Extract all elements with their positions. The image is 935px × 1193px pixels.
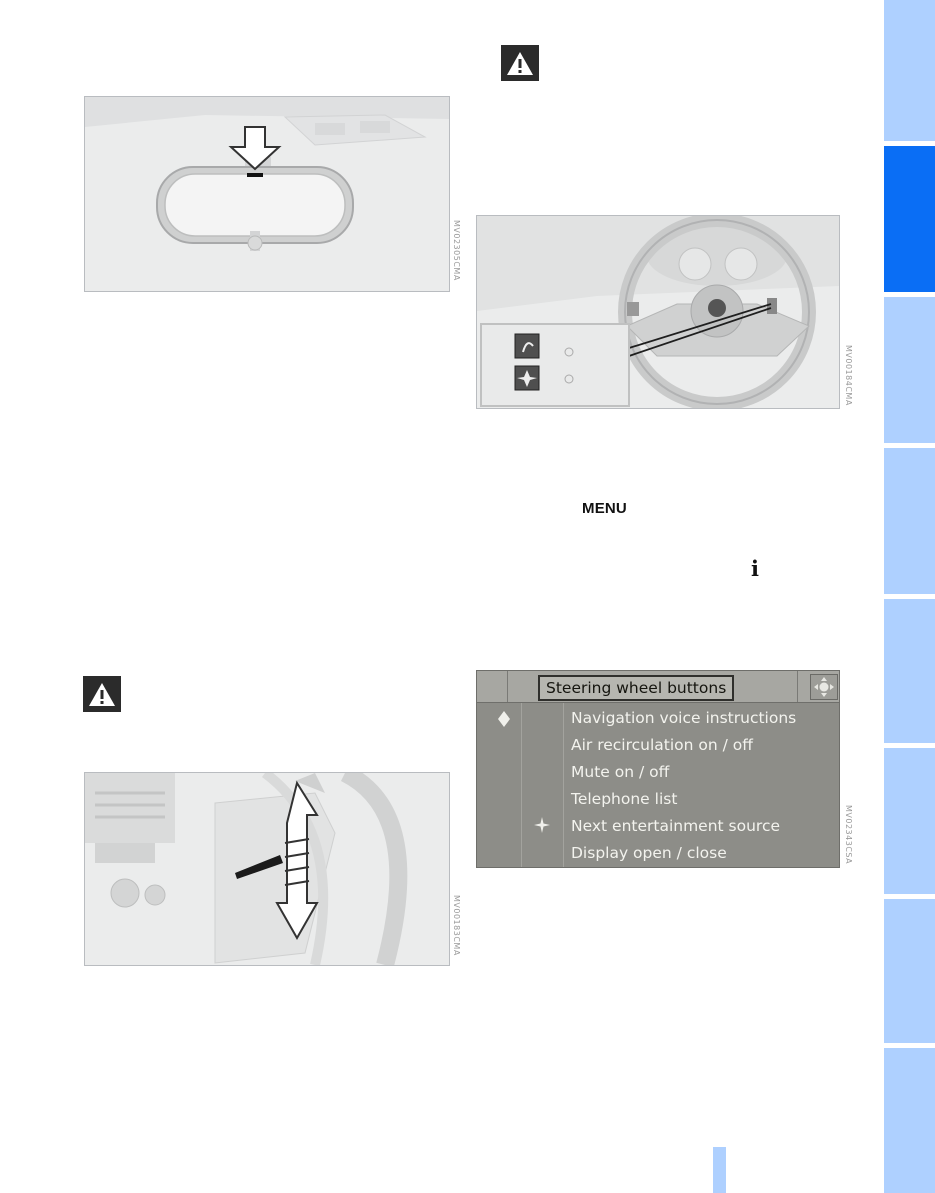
chapter-tab-3[interactable] — [884, 297, 935, 443]
screen-figure-code: MV02343CSA — [844, 805, 853, 865]
option-telephone-list[interactable]: Telephone list — [571, 790, 678, 808]
menu-button-label: MENU — [582, 500, 627, 517]
chapter-tab-8[interactable] — [884, 1048, 935, 1193]
steering-wheel-illustration — [476, 215, 840, 409]
navigation-knob-icon — [810, 674, 838, 700]
star-icon — [534, 817, 550, 833]
chapter-tabs — [884, 0, 935, 1193]
warning-icon — [501, 45, 539, 81]
chapter-tab-5[interactable] — [884, 599, 935, 743]
option-next-entertainment[interactable]: Next entertainment source — [571, 817, 781, 835]
option-air-recirculation[interactable]: Air recirculation on / off — [571, 736, 753, 754]
warning-icon — [83, 676, 121, 712]
chapter-tab-7[interactable] — [884, 899, 935, 1043]
steering-figure-code: MV00184CMA — [844, 345, 853, 406]
screen-header — [477, 671, 839, 703]
screen-title: Steering wheel buttons — [538, 675, 734, 701]
option-navigation-voice[interactable]: Navigation voice instructions — [571, 709, 797, 727]
option-mute[interactable]: Mute on / off — [571, 763, 670, 781]
column-figure-code: MV00183CMA — [452, 895, 461, 956]
chapter-tab-6[interactable] — [884, 748, 935, 894]
control-display-screen — [476, 670, 840, 868]
diamond-icon — [498, 711, 510, 727]
option-display[interactable]: Display open / close — [571, 844, 727, 862]
chapter-tab-2-active[interactable] — [884, 146, 935, 292]
chapter-tab-4[interactable] — [884, 448, 935, 594]
chapter-tab-1[interactable] — [884, 0, 935, 141]
steering-column-illustration — [84, 772, 450, 966]
page-marker — [713, 1147, 726, 1193]
mirror-figure-code: MV02305CMA — [452, 220, 461, 281]
mirror-illustration — [84, 96, 450, 292]
info-button-label: i — [751, 556, 759, 581]
